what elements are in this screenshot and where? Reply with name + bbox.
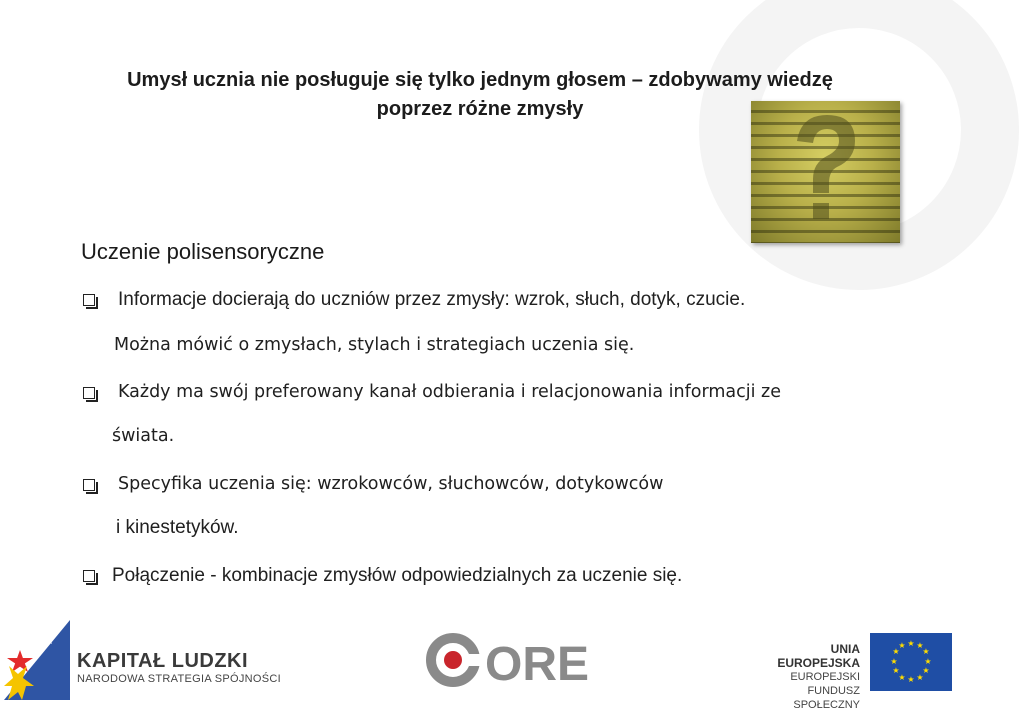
svg-text:★: ★ [892,666,900,675]
ore-logo-text: ORE [485,638,590,691]
bullet-2-line-2: świata. [112,426,175,446]
svg-text:★: ★ [898,641,906,650]
checkbox-bullet-icon [83,387,95,399]
svg-text:★: ★ [922,666,930,675]
slide-title-line-1: Umysł ucznia nie posługuje się tylko jednym głosem – zdobywamy wiedzę [127,69,833,91]
bullet-1-line-2: Można mówić o zmysłach, stylach i strategiach uczenia się. [114,335,635,355]
bullet-4-line-1: Połączenie - kombinacje zmysłów odpowiedzialnych za uczenie się. [112,565,683,586]
bullet-1-line-1: Informacje docierają do uczniów przez zmysły: wzrok, słuch, dotyk, czucie. [118,289,746,310]
bullet-2-line-1: Każdy ma swój preferowany kanał odbierania i relacjonowania informacji ze [118,382,781,402]
checkbox-bullet-icon [83,479,95,491]
svg-text:★: ★ [916,641,924,650]
svg-text:★: ★ [892,647,900,656]
eu-title: UNIA EUROPEJSKA [777,642,860,670]
bullet-3-line-1: Specyfika uczenia się: wzrokowców, słuchowców, dotykowców [118,474,664,494]
section-heading: Uczenie polisensoryczne [81,239,325,264]
svg-text:★: ★ [907,675,915,684]
checkbox-bullet-icon [83,294,95,306]
checkbox-bullet-icon [83,570,95,582]
eu-flag-icon [870,633,952,691]
svg-text:★: ★ [916,673,924,682]
svg-text:★: ★ [907,639,915,648]
kapital-ludzki-title: KAPITAŁ LUDZKI [77,650,249,672]
svg-text:★: ★ [898,673,906,682]
svg-text:★: ★ [924,657,932,666]
kapital-ludzki-subtitle: NARODOWA STRATEGIA SPÓJNOŚCI [77,673,281,685]
eu-sub-line-1: EUROPEJSKI [790,671,860,683]
eu-sub-line-2: FUNDUSZ SPOŁECZNY [793,685,860,711]
ore-logo [425,632,590,691]
eu-text [750,642,860,712]
footer-logos [0,612,959,711]
svg-text:★: ★ [922,647,930,656]
kapital-ludzki-logo [4,620,70,700]
question-mark-image [751,101,900,243]
slide-title-line-2: poprzez różne zmysły [376,98,584,120]
bullet-3-line-2: i kinestetyków. [116,517,239,538]
svg-text:★: ★ [890,657,898,666]
